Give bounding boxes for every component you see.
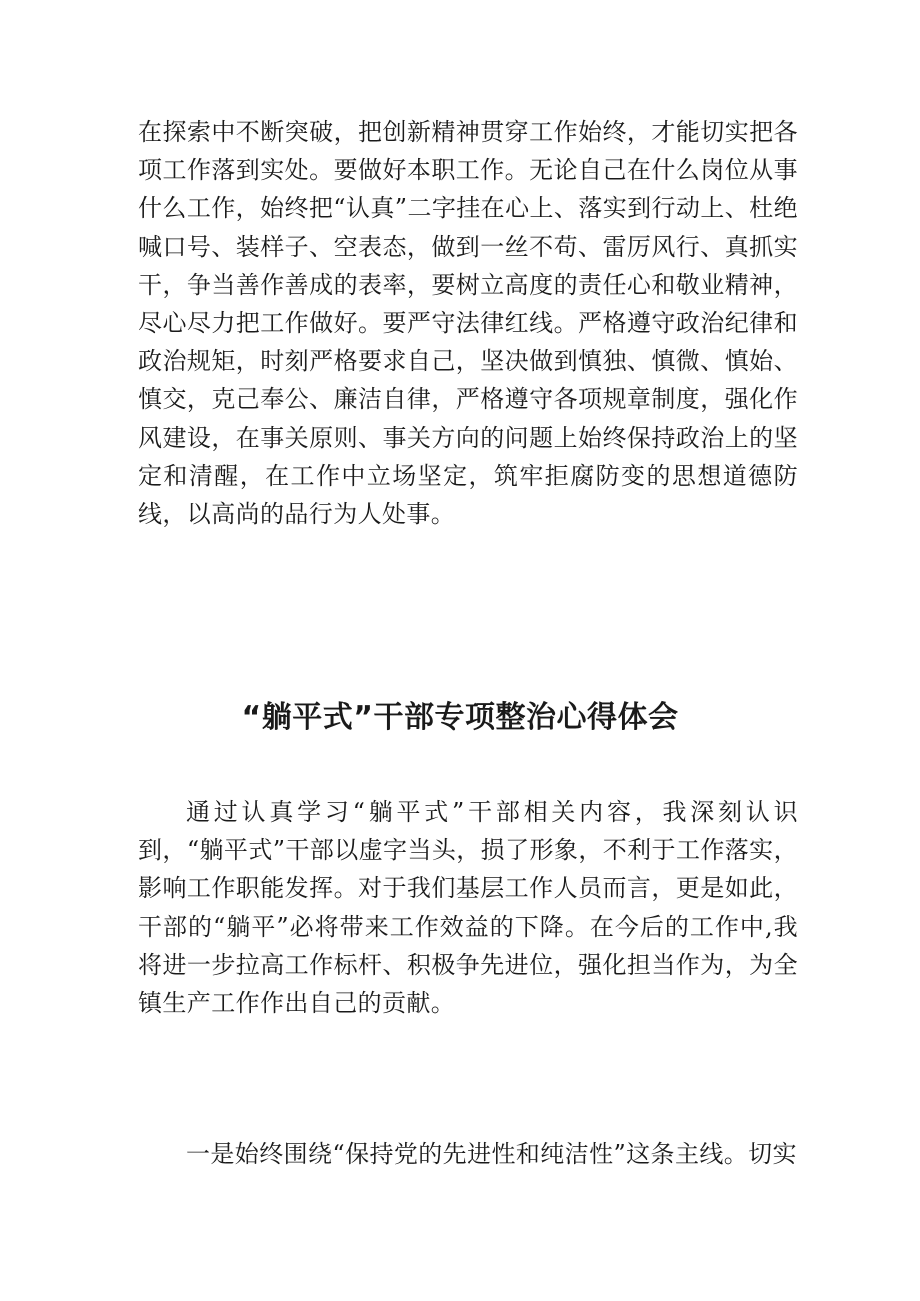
- document-title: “躺平式”干部专项整治心得体会: [241, 700, 679, 735]
- body-paragraph-continuation: 在探索中不断突破，把创新精神贯穿工作始终，才能切实把各项工作落到实处。要做好本职工作。无论自己在什么岗位从事什么工作，始终把“认真”二字挂在心上、落实到行动上、杜绝喊口号、装样子、空表态，做到一丝不苟、雷厉风行、真抓实干，争当善作善成的表率，要树立高度的责任心和敬业精神，尽心尽力把工作做好。要严守法律红线。严格遵守政治纪律和政治规矩，时刻严格要求自己，坚决做到慎独、慎微、慎始、慎交，克己奉公、廉洁自律，严格遵守各项规章制度，强化作风建设，在事关原则、事关方向的问题上始终保持政治上的坚定和清醒，在工作中立场坚定，筑牢拒腐防变的思想道德防线，以高尚的品行为人处事。: [138, 118, 798, 529]
- body-paragraph-intro: 通过认真学习“躺平式”干部相关内容，我深刻认识到，“躺平式”干部以虚字当头，损了形象，不利于工作落实，影响工作职能发挥。对于我们基层工作人员而言，更是如此，干部的“躺平”必将带来工作效益的下降。在今后的工作中,我将进一步拉高工作标杆、积极争先进位，强化担当作为，为全镇生产工作作出自己的贡献。: [138, 798, 798, 1018]
- body-paragraph-point-one: 一是始终围绕“保持党的先进性和纯洁性”这条主线。切实: [186, 1140, 797, 1168]
